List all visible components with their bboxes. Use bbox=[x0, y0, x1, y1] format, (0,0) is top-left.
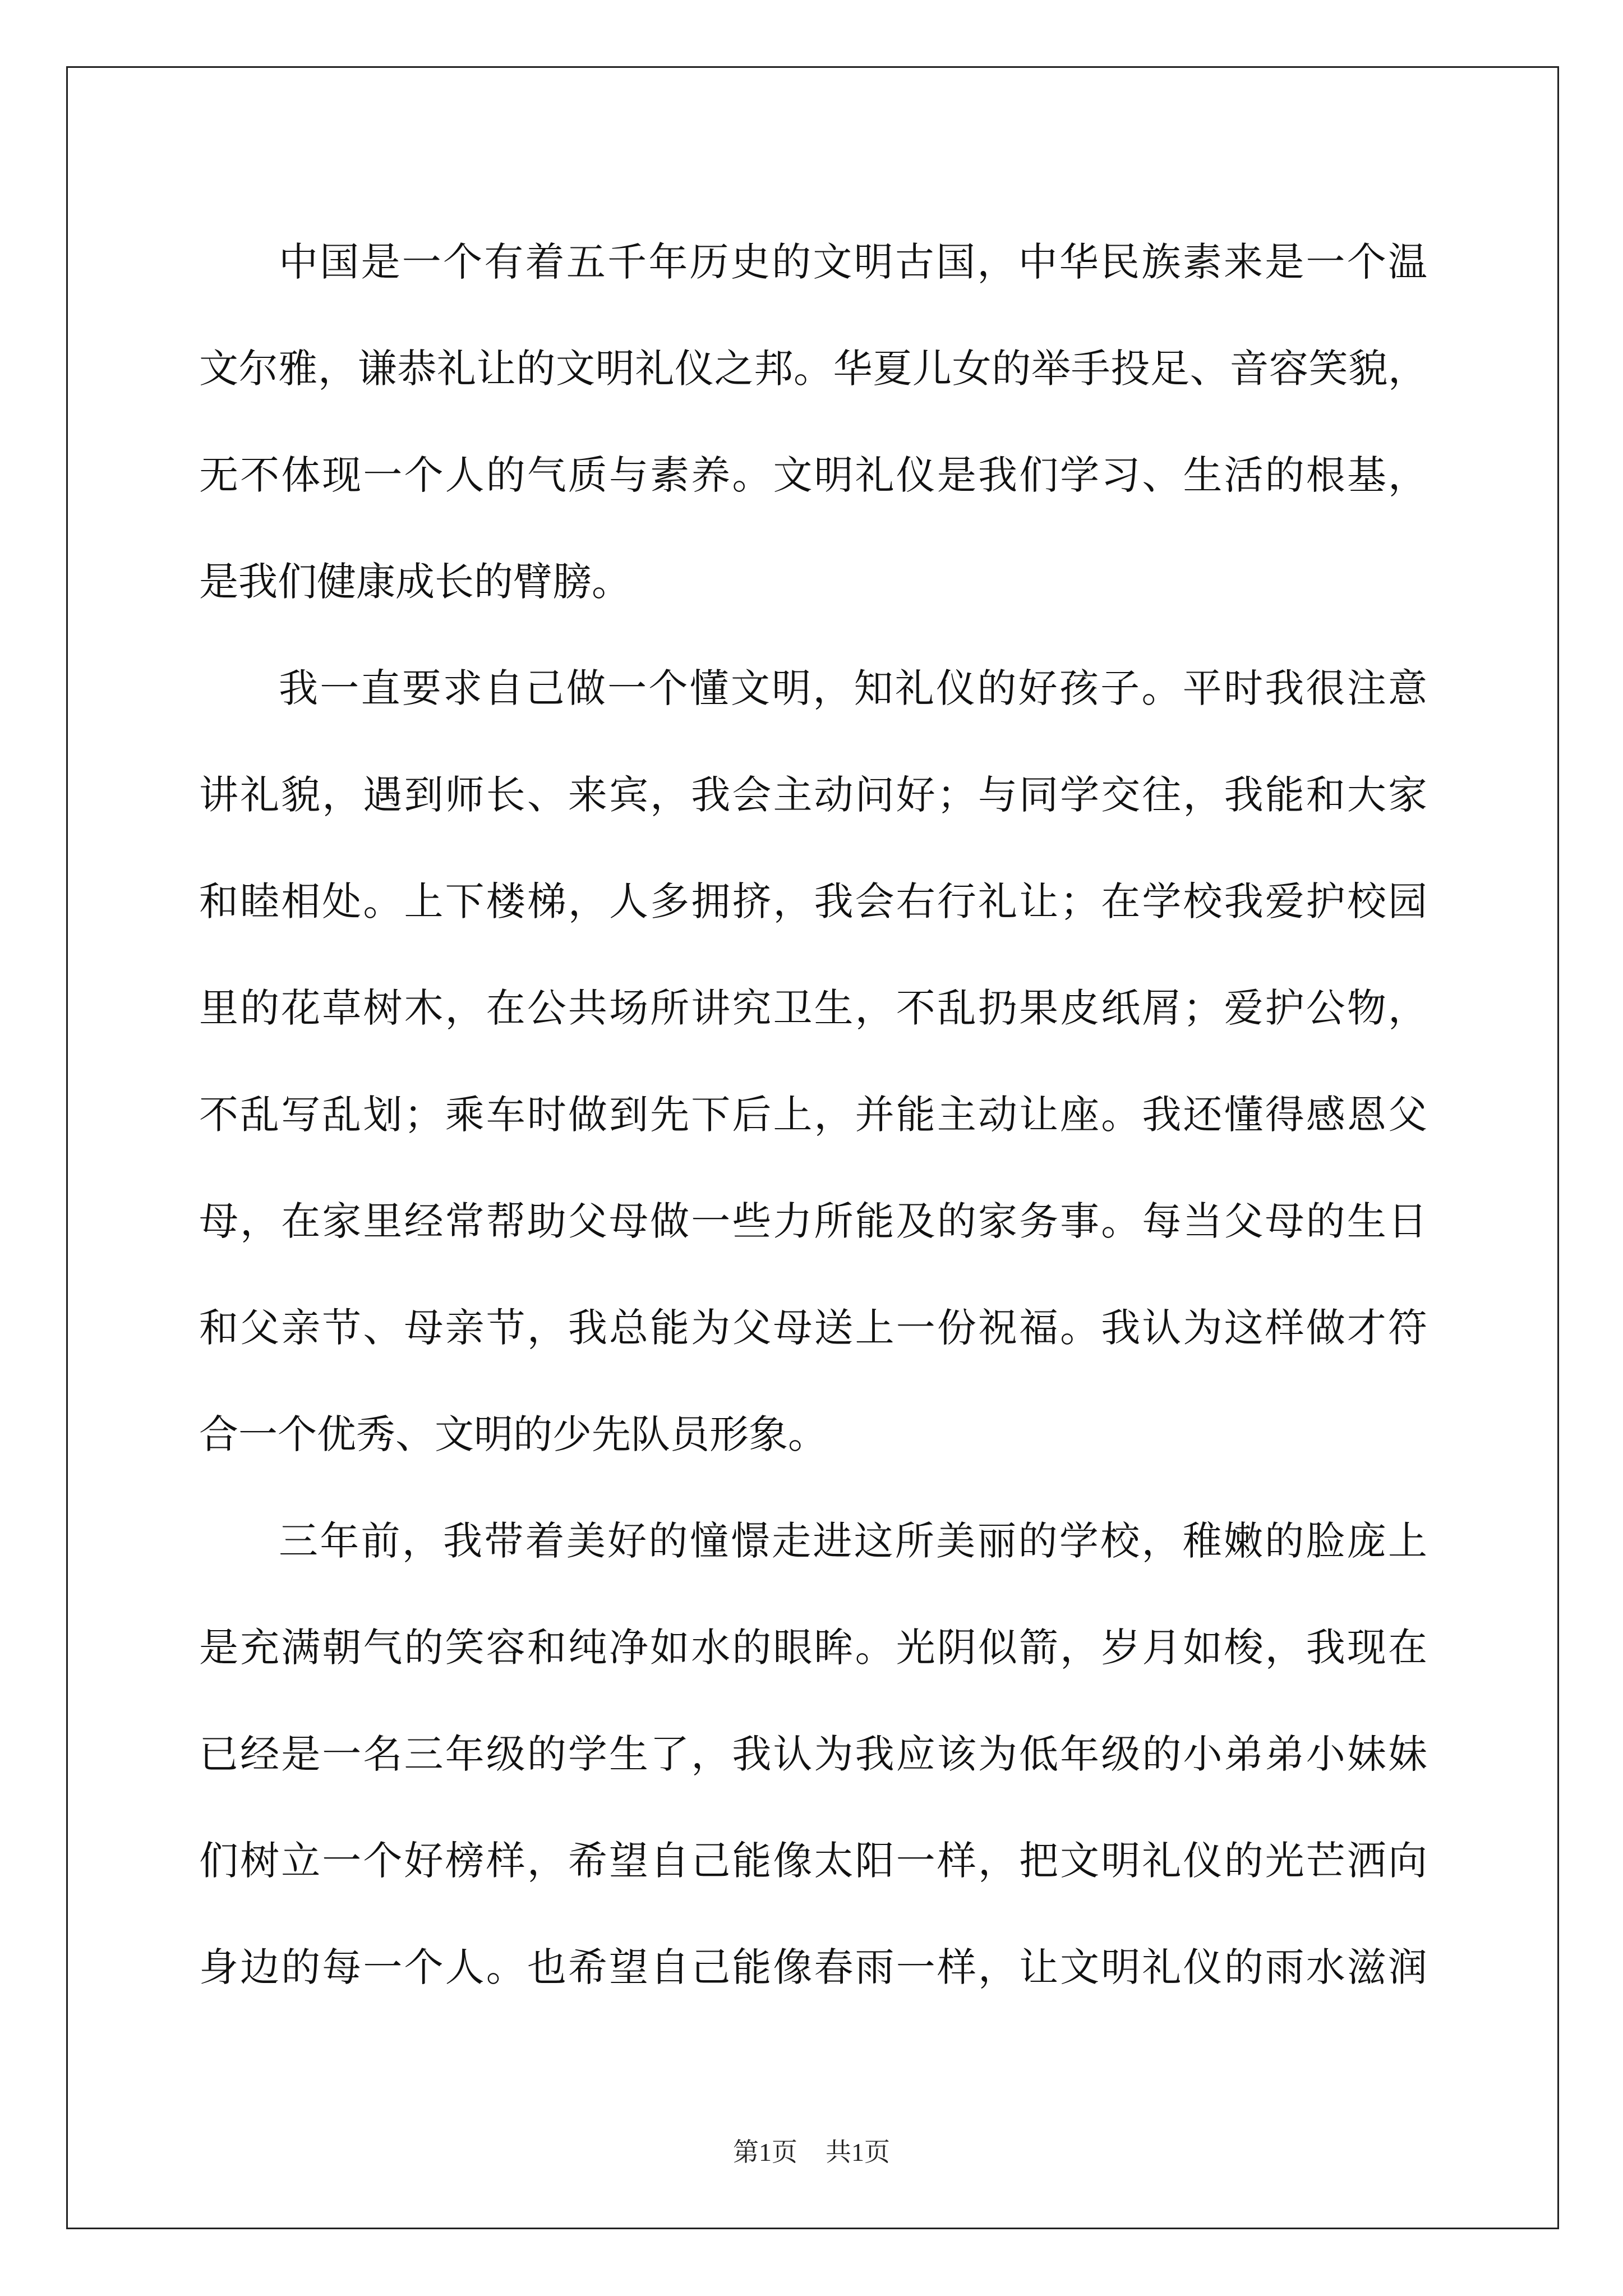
page-footer bbox=[0, 2132, 1623, 2169]
paragraph-2-line-4: 里的花草树木，在公共场所讲究卫生，不乱扔果皮纸屑；爱护公物， bbox=[199, 985, 1427, 1031]
paragraph-3-line-5: 身边的每一个人。也希望自己能像春雨一样，让文明礼仪的雨水滋润 bbox=[199, 1944, 1427, 1990]
document-body bbox=[199, 209, 1427, 2021]
paragraph-1-line-4: 是我们健康成长的臂膀。 bbox=[199, 559, 631, 605]
page-number: 第1页 bbox=[733, 2138, 797, 2166]
paragraph-2-line-6: 母，在家里经常帮助父母做一些力所能及的家务事。每当父母的生日 bbox=[199, 1198, 1427, 1244]
paragraph-2-line-1: 我一直要求自己做一个懂文明，知礼仪的好孩子。平时我很注意 bbox=[279, 665, 1427, 711]
paragraph-2-line-5: 不乱写乱划；乘车时做到先下后上，并能主动让座。我还懂得感恩父 bbox=[199, 1092, 1427, 1138]
paragraph-3-line-2: 是充满朝气的笑容和纯净如水的眼眸。光阴似箭，岁月如梭，我现在 bbox=[199, 1625, 1427, 1671]
paragraph-3-line-1: 三年前，我带着美好的憧憬走进这所美丽的学校，稚嫩的脸庞上 bbox=[279, 1518, 1427, 1564]
paragraph-1-line-2: 文尔雅，谦恭礼让的文明礼仪之邦。华夏儿女的举手投足、音容笑貌， bbox=[199, 346, 1427, 392]
paragraph-2-line-2: 讲礼貌，遇到师长、来宾，我会主动问好；与同学交往，我能和大家 bbox=[199, 772, 1427, 818]
page-total: 共1页 bbox=[826, 2138, 890, 2166]
paragraph-2-line-7: 和父亲节、母亲节，我总能为父母送上一份祝福。我认为这样做才符 bbox=[199, 1305, 1427, 1351]
paragraph-1-line-3: 无不体现一个人的气质与素养。文明礼仪是我们学习、生活的根基， bbox=[199, 452, 1427, 498]
paragraph-2-line-3: 和睦相处。上下楼梯，人多拥挤，我会右行礼让；在学校我爱护校园 bbox=[199, 878, 1427, 924]
paragraph-3-line-4: 们树立一个好榜样，希望自己能像太阳一样，把文明礼仪的光芒洒向 bbox=[199, 1838, 1427, 1884]
paragraph-1-line-1: 中国是一个有着五千年历史的文明古国，中华民族素来是一个温 bbox=[279, 239, 1427, 285]
paragraph-2-line-8: 合一个优秀、文明的少先队员形象。 bbox=[199, 1411, 827, 1457]
paragraph-3-line-3: 已经是一名三年级的学生了，我认为我应该为低年级的小弟弟小妹妹 bbox=[199, 1731, 1427, 1777]
